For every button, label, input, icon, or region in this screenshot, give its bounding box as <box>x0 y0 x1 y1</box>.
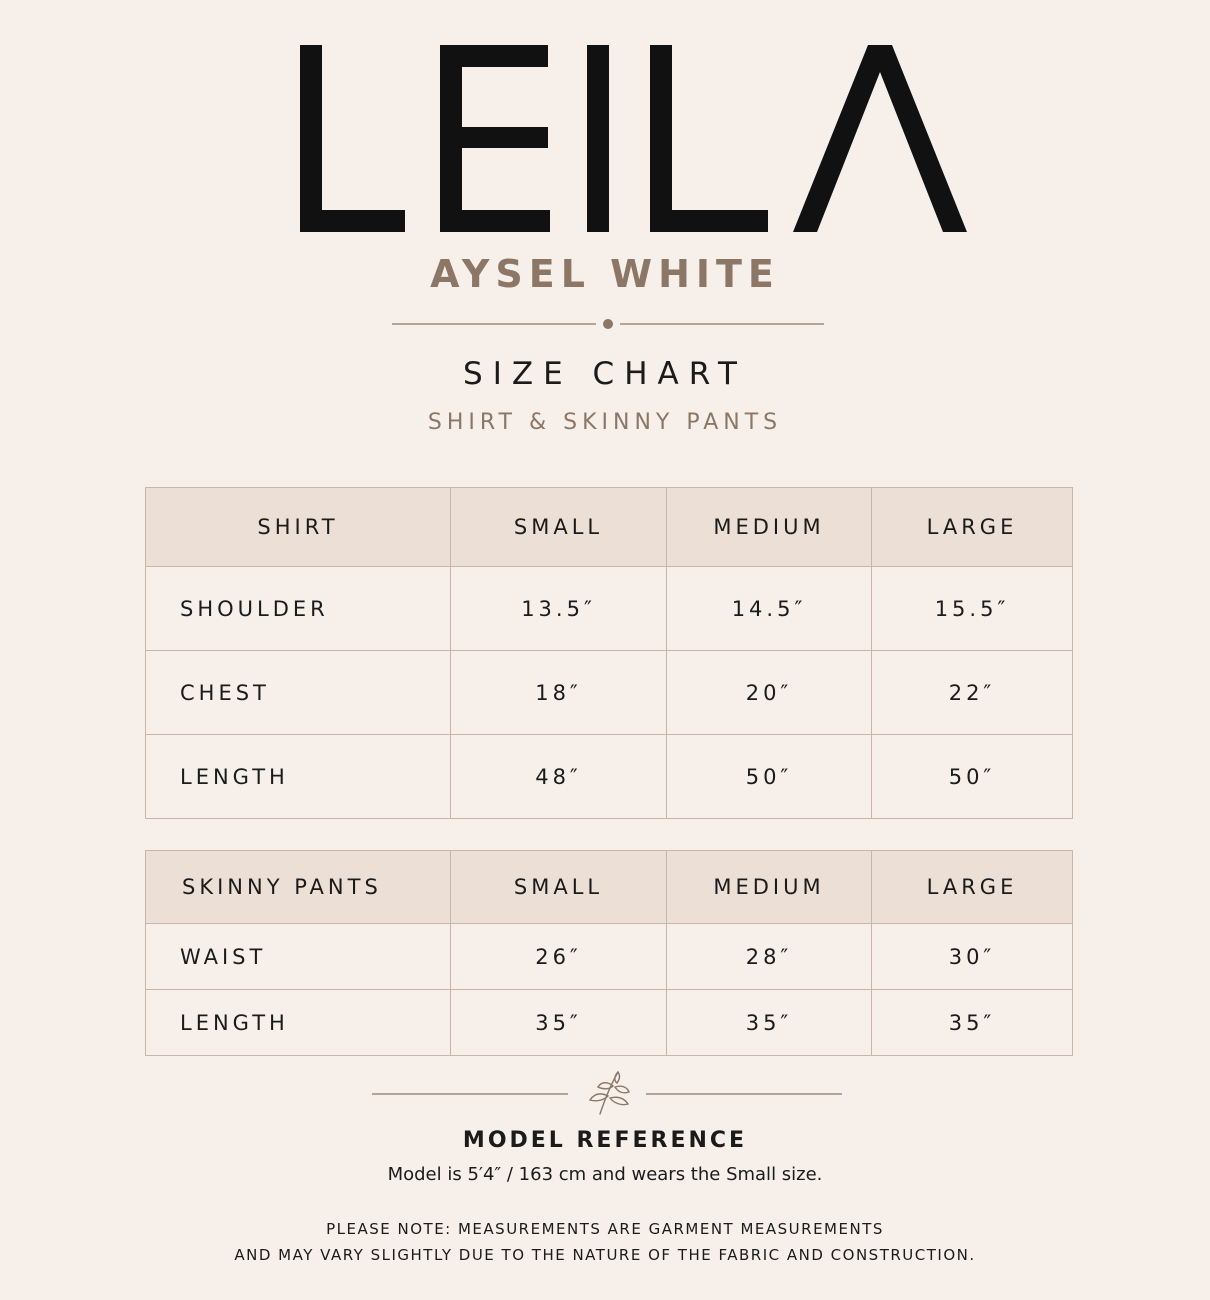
table-row <box>146 735 1073 819</box>
table-cell: 15.5″ <box>872 567 1073 651</box>
page-title: SIZE CHART <box>463 356 747 392</box>
leaf-divider <box>372 1066 842 1118</box>
table-cell: 18″ <box>451 651 667 735</box>
table-cell: 14.5″ <box>667 567 872 651</box>
table-row <box>146 924 1073 990</box>
table-cell: 35″ <box>872 990 1073 1056</box>
table-cell: 20″ <box>667 651 872 735</box>
column-header-medium: MEDIUM <box>667 851 872 924</box>
table-row <box>146 567 1073 651</box>
model-reference-title: MODEL REFERENCE <box>462 1128 748 1153</box>
row-label: SHOULDER <box>146 567 451 651</box>
column-header-large: LARGE <box>872 488 1073 567</box>
row-label: CHEST <box>146 651 451 735</box>
table-cell: 13.5″ <box>451 567 667 651</box>
table-cell: 22″ <box>872 651 1073 735</box>
table-cell: 26″ <box>451 924 667 990</box>
column-header-medium: MEDIUM <box>667 488 872 567</box>
ornament-dot-divider <box>392 314 824 334</box>
row-label: LENGTH <box>146 990 451 1056</box>
column-header-shirt: SHIRT <box>146 488 451 567</box>
table-cell: 50″ <box>667 735 872 819</box>
table-cell: 30″ <box>872 924 1073 990</box>
model-reference-text: Model is 5′4″ / 163 cm and wears the Small size. <box>387 1164 823 1185</box>
column-header-small: SMALL <box>451 851 667 924</box>
row-label: WAIST <box>146 924 451 990</box>
leaf-sprig-icon <box>590 1072 629 1114</box>
table-row <box>146 651 1073 735</box>
note-line-1: PLEASE NOTE: MEASUREMENTS ARE GARMENT MEASUREMENTS <box>326 1220 884 1238</box>
collection-name: AYSEL WHITE <box>430 252 780 296</box>
column-header-small: SMALL <box>451 488 667 567</box>
table-row <box>146 990 1073 1056</box>
column-header-skinny-pants: SKINNY PANTS <box>146 851 451 924</box>
table-cell: 35″ <box>451 990 667 1056</box>
table-cell: 28″ <box>667 924 872 990</box>
row-label: LENGTH <box>146 735 451 819</box>
leila-logo <box>295 40 975 240</box>
table-cell: 48″ <box>451 735 667 819</box>
page-subtitle: SHIRT & SKINNY PANTS <box>427 410 783 435</box>
shirt-size-table <box>145 487 1073 819</box>
measurement-note <box>0 1216 1210 1268</box>
table-cell: 50″ <box>872 735 1073 819</box>
table-header-row <box>146 488 1073 567</box>
note-line-2: AND MAY VARY SLIGHTLY DUE TO THE NATURE OF THE FABRIC AND CONSTRUCTION. <box>234 1246 976 1264</box>
table-cell: 35″ <box>667 990 872 1056</box>
column-header-large: LARGE <box>872 851 1073 924</box>
table-header-row <box>146 851 1073 924</box>
pants-size-table <box>145 850 1073 1056</box>
